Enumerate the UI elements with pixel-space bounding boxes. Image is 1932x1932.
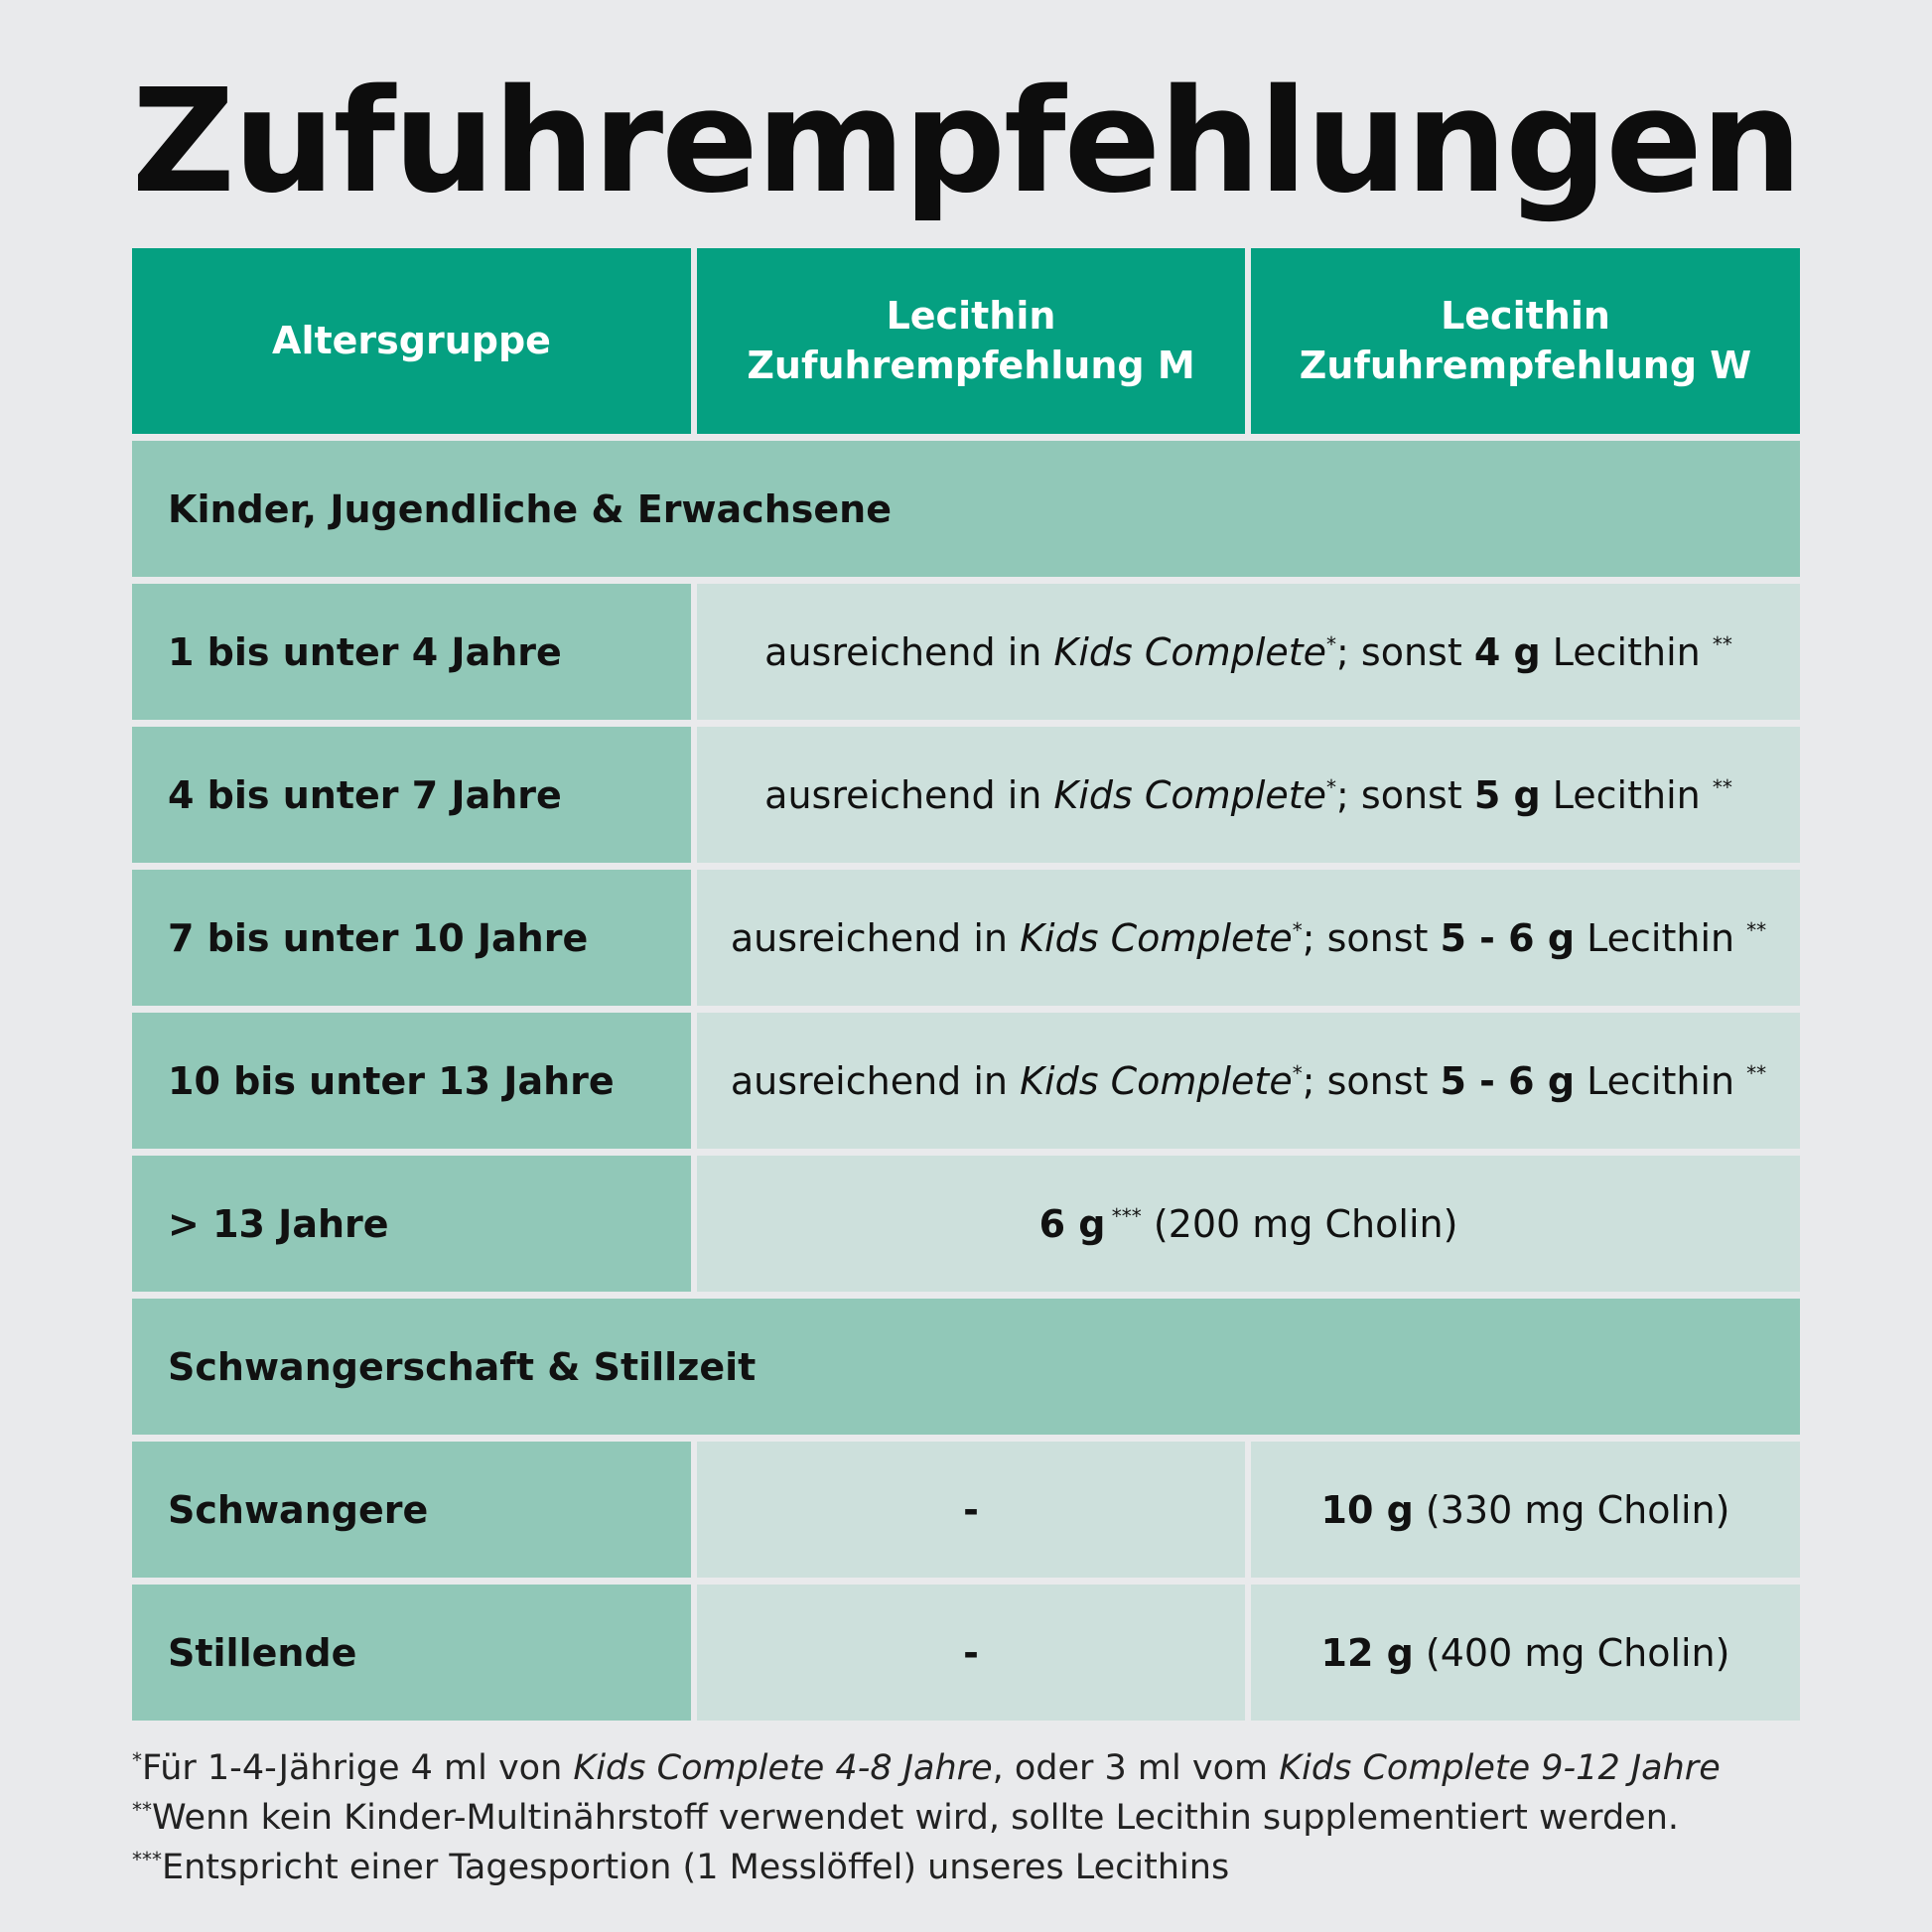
page-title: Zufuhrempfehlungen [131, 58, 1801, 224]
product-name: Kids Complete [1053, 629, 1327, 674]
row-value-breastfeeding-male [697, 1585, 1245, 1721]
value-text: Lecithin [1575, 1058, 1747, 1103]
value-text: ; sonst [1302, 1058, 1441, 1103]
product-name: Kids Complete 9-12 Jahre [1279, 1748, 1721, 1788]
row-value-breastfeeding-female [1251, 1585, 1800, 1721]
footnote-text: Für 1-4-Jährige 4 ml von [142, 1748, 574, 1788]
footnote-mark: ** [1712, 774, 1732, 799]
amount: 5 g [1473, 772, 1541, 817]
value-text: Lecithin [1540, 772, 1713, 817]
footnote-text: Wenn kein Kinder-Multinährstoff verwendet wird, sollte Lecithin supplementiert werden. [152, 1798, 1680, 1838]
amount: 5 - 6 g [1440, 915, 1576, 960]
footnote-mark: * [1326, 631, 1337, 656]
row-value-pregnant-male [697, 1442, 1245, 1578]
footnote-mark: * [132, 1748, 142, 1772]
value-text: Lecithin [1540, 629, 1713, 674]
header-male-line2: Zufuhrempfehlung M [747, 343, 1195, 387]
product-name: Kids Complete 4-8 Jahre [573, 1748, 993, 1788]
row-label-breastfeeding: Stillende [132, 1585, 691, 1721]
value-text: ausreichend in [730, 915, 1021, 960]
row-value-1-4 [697, 584, 1800, 720]
header-male-line1: Lecithin [886, 294, 1056, 339]
footnote-mark: ** [1746, 917, 1767, 942]
row-label-4-7: 4 bis unter 7 Jahre [132, 727, 691, 863]
value-text: ausreichend in [730, 1058, 1021, 1103]
footnote-text: Entspricht einer Tagesportion (1 Messlöffel) unseres Lecithins [162, 1848, 1230, 1887]
amount: - [963, 1630, 979, 1675]
row-value-over-13 [697, 1156, 1800, 1292]
header-male [697, 248, 1245, 434]
footnote-text: , oder 3 ml vom [992, 1748, 1280, 1788]
row-value-10-13 [697, 1013, 1800, 1149]
value-text: ; sonst [1336, 772, 1474, 817]
amount: 12 g [1320, 1630, 1414, 1675]
row-label-pregnant: Schwangere [132, 1442, 691, 1578]
value-text: ; sonst [1302, 915, 1441, 960]
footnote-mark: * [1292, 917, 1303, 942]
section-kids-adults: Kinder, Jugendliche & Erwachsene [132, 441, 1800, 577]
footnote-mark: ** [1746, 1060, 1767, 1085]
amount: 5 - 6 g [1440, 1058, 1576, 1103]
header-age-group [132, 248, 691, 434]
row-value-pregnant-female [1251, 1442, 1800, 1578]
footnote-mark: ** [1712, 631, 1732, 656]
footnote-mark: *** [1105, 1203, 1142, 1228]
header-age-group-label: Altersgruppe [272, 318, 551, 362]
product-name: Kids Complete [1020, 1058, 1293, 1103]
row-label-1-4: 1 bis unter 4 Jahre [132, 584, 691, 720]
amount: 4 g [1473, 629, 1541, 674]
value-note: (200 mg Cholin) [1141, 1201, 1458, 1246]
header-female-line2: Zufuhrempfehlung W [1299, 343, 1752, 387]
row-label-7-10: 7 bis unter 10 Jahre [132, 870, 691, 1006]
value-text: ; sonst [1336, 629, 1474, 674]
row-label-over-13: > 13 Jahre [132, 1156, 691, 1292]
value-text: Lecithin [1575, 915, 1747, 960]
product-name: Kids Complete [1020, 915, 1293, 960]
section-pregnancy: Schwangerschaft & Stillzeit [132, 1299, 1800, 1435]
footnote-mark: * [1292, 1060, 1303, 1085]
footnote-mark: *** [132, 1848, 162, 1871]
row-label-10-13: 10 bis unter 13 Jahre [132, 1013, 691, 1149]
recommendation-table [132, 248, 1800, 1721]
row-value-4-7 [697, 727, 1800, 863]
footnotes [132, 1739, 1820, 1888]
row-value-7-10 [697, 870, 1800, 1006]
header-female [1251, 248, 1800, 434]
amount: 10 g [1320, 1487, 1414, 1532]
footnote-mark: * [1326, 774, 1337, 799]
value-text: ausreichend in [764, 772, 1054, 817]
value-note: (330 mg Cholin) [1413, 1487, 1730, 1532]
amount: - [963, 1487, 979, 1532]
footnote-2 [132, 1789, 1820, 1839]
header-female-line1: Lecithin [1441, 294, 1610, 339]
footnote-3 [132, 1839, 1820, 1888]
footnote-1 [132, 1739, 1820, 1789]
value-text: ausreichend in [764, 629, 1054, 674]
amount: 6 g [1038, 1201, 1106, 1246]
product-name: Kids Complete [1053, 772, 1327, 817]
footnote-mark: ** [132, 1798, 152, 1822]
value-note: (400 mg Cholin) [1413, 1630, 1730, 1675]
